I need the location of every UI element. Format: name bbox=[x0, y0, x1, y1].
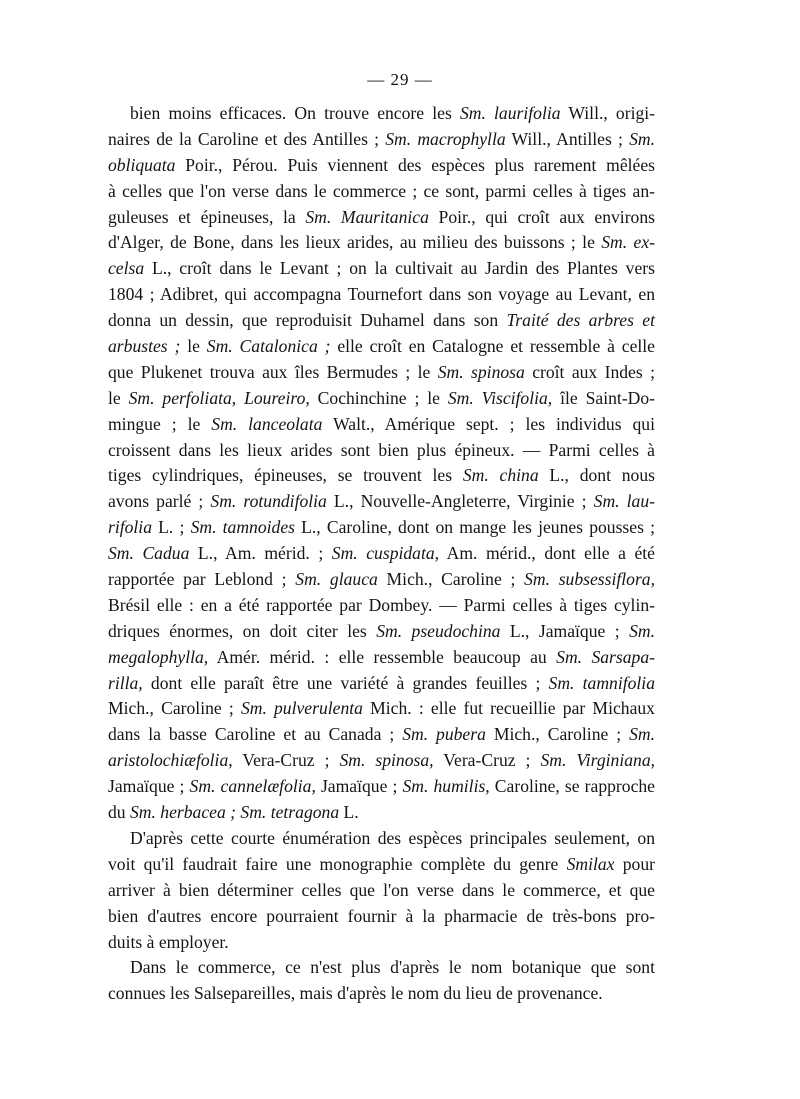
italic-text: Sm. humilis, bbox=[402, 776, 490, 797]
italic-text: rifolia bbox=[108, 517, 152, 538]
text-run: Vera-Cruz ; bbox=[433, 750, 541, 771]
text-run: croît aux Indes ; bbox=[524, 361, 655, 382]
text-run: à celles que l'on verse dans le commerce ; ce sont, parmi celles à tiges an- bbox=[108, 180, 655, 201]
italic-text: Sm. Virginiana, bbox=[540, 750, 656, 771]
text-line bbox=[108, 722, 655, 748]
text-run: Caroline, se rapproche bbox=[489, 776, 655, 797]
text-line bbox=[108, 386, 655, 412]
italic-text: Sm. spinosa, bbox=[339, 750, 434, 771]
text-run: du bbox=[108, 802, 130, 823]
italic-text: Sm. laurifolia bbox=[459, 103, 561, 123]
text-run: Jamaïque ; bbox=[108, 776, 190, 797]
text-line bbox=[108, 412, 655, 438]
italic-text: Sm. pseudochina bbox=[376, 620, 501, 641]
text-run: L., Caroline, dont on mange les jeunes pousses ; bbox=[294, 517, 656, 538]
text-run: Will., Antilles ; bbox=[505, 128, 630, 149]
text-line bbox=[108, 852, 655, 878]
text-line bbox=[108, 645, 655, 671]
text-line bbox=[108, 179, 655, 205]
italic-text: Sm. spinosa bbox=[437, 361, 525, 382]
italic-text: Sm. glauca bbox=[295, 569, 378, 590]
text-run: L., Am. mérid. ; bbox=[189, 543, 332, 564]
text-run: D'après cette courte énumération des espèces principales seulement, on bbox=[130, 827, 655, 848]
text-run: croissent dans les lieux arides sont bien plus épineux. — Parmi celles à bbox=[108, 439, 655, 460]
text-run: Brésil elle : en a été rapportée par Dombey. — Parmi celles à tiges cylin- bbox=[108, 594, 655, 615]
italic-text: Sm. Sarsapa- bbox=[556, 646, 655, 667]
text-run: Poir., qui croît aux environs bbox=[428, 206, 655, 227]
text-run: L. bbox=[339, 802, 359, 823]
text-line bbox=[108, 438, 655, 464]
text-line bbox=[108, 774, 655, 800]
text-run: L., croît dans le Levant ; on la cultivait au Jardin des Plantes vers bbox=[144, 258, 655, 279]
text-run: voit qu'il faudrait faire une monographie complète du genre bbox=[108, 853, 567, 874]
text-line bbox=[108, 515, 655, 541]
text-line bbox=[108, 904, 655, 930]
body-text bbox=[108, 101, 655, 1007]
text-run: pour bbox=[614, 853, 655, 874]
italic-text: Sm. bbox=[629, 128, 656, 149]
italic-text: Sm. lau- bbox=[593, 491, 656, 512]
italic-text: Sm. bbox=[629, 620, 656, 641]
text-run: dans la basse Caroline et au Canada ; bbox=[108, 724, 403, 745]
italic-text: Sm. lanceolata bbox=[211, 413, 323, 434]
text-line bbox=[108, 230, 655, 256]
italic-text: Smilax bbox=[566, 853, 615, 874]
text-line bbox=[108, 153, 655, 179]
text-line bbox=[108, 567, 655, 593]
italic-text: Sm. tamnoides bbox=[190, 517, 295, 538]
text-run: Will., origi- bbox=[560, 103, 656, 123]
italic-text: obliquata bbox=[108, 154, 176, 175]
italic-text: Sm. Catalonica ; bbox=[206, 336, 331, 357]
text-run: arriver à bien déterminer celles que l'on verse dans le commerce, et que bbox=[108, 879, 655, 900]
italic-text: Sm. cannelæfolia, bbox=[189, 776, 316, 797]
italic-text: Sm. cuspidata, bbox=[331, 543, 440, 564]
italic-text: celsa bbox=[108, 258, 145, 279]
text-run: Mich. : elle fut recueillie par Michaux bbox=[362, 698, 655, 719]
text-run: que Plukenet trouva aux îles Bermudes ; le bbox=[108, 361, 438, 382]
text-line bbox=[108, 800, 655, 826]
italic-text: megalophylla, bbox=[108, 646, 209, 667]
text-run: bien d'autres encore pourraient fournir à la pharmacie de très-bons pro- bbox=[108, 905, 655, 926]
italic-text: aristolochiæfolia, bbox=[108, 750, 233, 771]
text-line bbox=[108, 205, 655, 231]
text-run: dont elle paraît être une variété à grandes feuilles ; bbox=[142, 672, 549, 693]
italic-text: Sm. Viscifolia, bbox=[447, 387, 553, 408]
italic-text: Sm. pubera bbox=[402, 724, 486, 745]
text-run: 1804 ; Adibret, qui accompagna Tournefort dans son voyage au Levant, en bbox=[108, 284, 655, 305]
text-run: Mich., Caroline ; bbox=[377, 569, 525, 590]
text-run: rapportée par Leblond ; bbox=[108, 569, 296, 590]
text-run: avons parlé ; bbox=[108, 491, 211, 512]
text-run: L., Nouvelle-Angleterre, Virginie ; bbox=[326, 491, 594, 512]
italic-text: Sm. ex- bbox=[601, 232, 655, 253]
paragraph bbox=[108, 826, 655, 955]
text-run: Poir., Pérou. Puis viennent des espèces plus rarement mêlées bbox=[175, 154, 655, 175]
text-run: naires de la Caroline et des Antilles ; bbox=[108, 128, 386, 149]
text-line bbox=[108, 541, 655, 567]
text-run: driques énormes, on doit citer les bbox=[108, 620, 377, 641]
text-run: Vera-Cruz ; bbox=[232, 750, 340, 771]
text-line bbox=[108, 282, 655, 308]
italic-text: arbustes ; bbox=[108, 336, 181, 357]
paragraph bbox=[108, 955, 655, 1007]
text-run: Mich., Caroline ; bbox=[108, 698, 241, 719]
text-line bbox=[108, 463, 655, 489]
italic-text: Sm. macrophylla bbox=[385, 128, 506, 149]
italic-text: Sm. subsessiflora, bbox=[524, 569, 656, 590]
text-run: guleuses et épineuses, la bbox=[108, 206, 306, 227]
text-line bbox=[108, 696, 655, 722]
text-run: L., Jamaïque ; bbox=[500, 620, 630, 641]
text-run: bien moins efficaces. On trouve encore les bbox=[130, 103, 460, 123]
text-run: L., dont nous bbox=[538, 465, 655, 486]
text-run: elle croît en Catalogne et ressemble à celle bbox=[330, 336, 655, 357]
italic-text: Sm. Cadua bbox=[108, 543, 190, 564]
text-run: Amér. mérid. : elle ressemble beaucoup au bbox=[208, 646, 557, 667]
text-line bbox=[108, 878, 655, 904]
text-run: Am. mérid., dont elle a été bbox=[439, 543, 655, 564]
text-line bbox=[108, 955, 655, 981]
text-line bbox=[108, 256, 655, 282]
text-run: Dans le commerce, ce n'est plus d'après le nom botanique que sont bbox=[130, 957, 655, 978]
text-run: Cochinchine ; le bbox=[309, 387, 448, 408]
text-run: d'Alger, de Bone, dans les lieux arides, au milieu des buissons ; le bbox=[108, 232, 602, 253]
text-line bbox=[108, 334, 655, 360]
italic-text: Sm. Mauritanica bbox=[305, 206, 429, 227]
text-line bbox=[108, 671, 655, 697]
text-run: le bbox=[108, 387, 129, 408]
italic-text: Sm. bbox=[629, 724, 655, 745]
text-line bbox=[108, 308, 655, 334]
italic-text: Traité des arbres et bbox=[506, 310, 655, 331]
text-run: L. ; bbox=[152, 517, 191, 538]
text-run: Jamaïque ; bbox=[315, 776, 403, 797]
text-run: Mich., Caroline ; bbox=[485, 724, 630, 745]
text-line bbox=[108, 489, 655, 515]
text-line bbox=[108, 360, 655, 386]
text-run: le bbox=[180, 336, 207, 357]
text-line bbox=[108, 981, 655, 1007]
italic-text: Sm. perfoliata, Loureiro, bbox=[128, 387, 310, 408]
text-line bbox=[108, 101, 655, 127]
text-run: duits à employer. bbox=[108, 931, 229, 952]
text-line bbox=[108, 593, 655, 619]
italic-text: Sm. tamnifolia bbox=[548, 672, 655, 693]
text-run: mingue ; le bbox=[108, 413, 212, 434]
text-run: Walt., Amérique sept. ; les individus qui bbox=[322, 413, 655, 434]
text-line bbox=[108, 930, 655, 956]
italic-text: rilla, bbox=[108, 672, 143, 693]
text-line bbox=[108, 619, 655, 645]
paragraph bbox=[108, 101, 655, 826]
text-line bbox=[108, 127, 655, 153]
italic-text: Sm. herbacea ; Sm. tetragona bbox=[130, 802, 340, 823]
text-line bbox=[108, 748, 655, 774]
text-run: tiges cylindriques, épineuses, se trouvent les bbox=[108, 465, 463, 486]
text-run: île Saint-Do- bbox=[552, 387, 655, 408]
text-run: connues les Salsepareilles, mais d'après le nom du lieu de provenance. bbox=[108, 983, 603, 1004]
text-run: donna un dessin, que reproduisit Duhamel dans son bbox=[108, 310, 507, 331]
italic-text: Sm. rotundifolia bbox=[210, 491, 327, 512]
page-number: — 29 — bbox=[367, 70, 433, 89]
italic-text: Sm. china bbox=[462, 465, 539, 486]
text-line bbox=[108, 826, 655, 852]
italic-text: Sm. pulverulenta bbox=[240, 698, 363, 719]
